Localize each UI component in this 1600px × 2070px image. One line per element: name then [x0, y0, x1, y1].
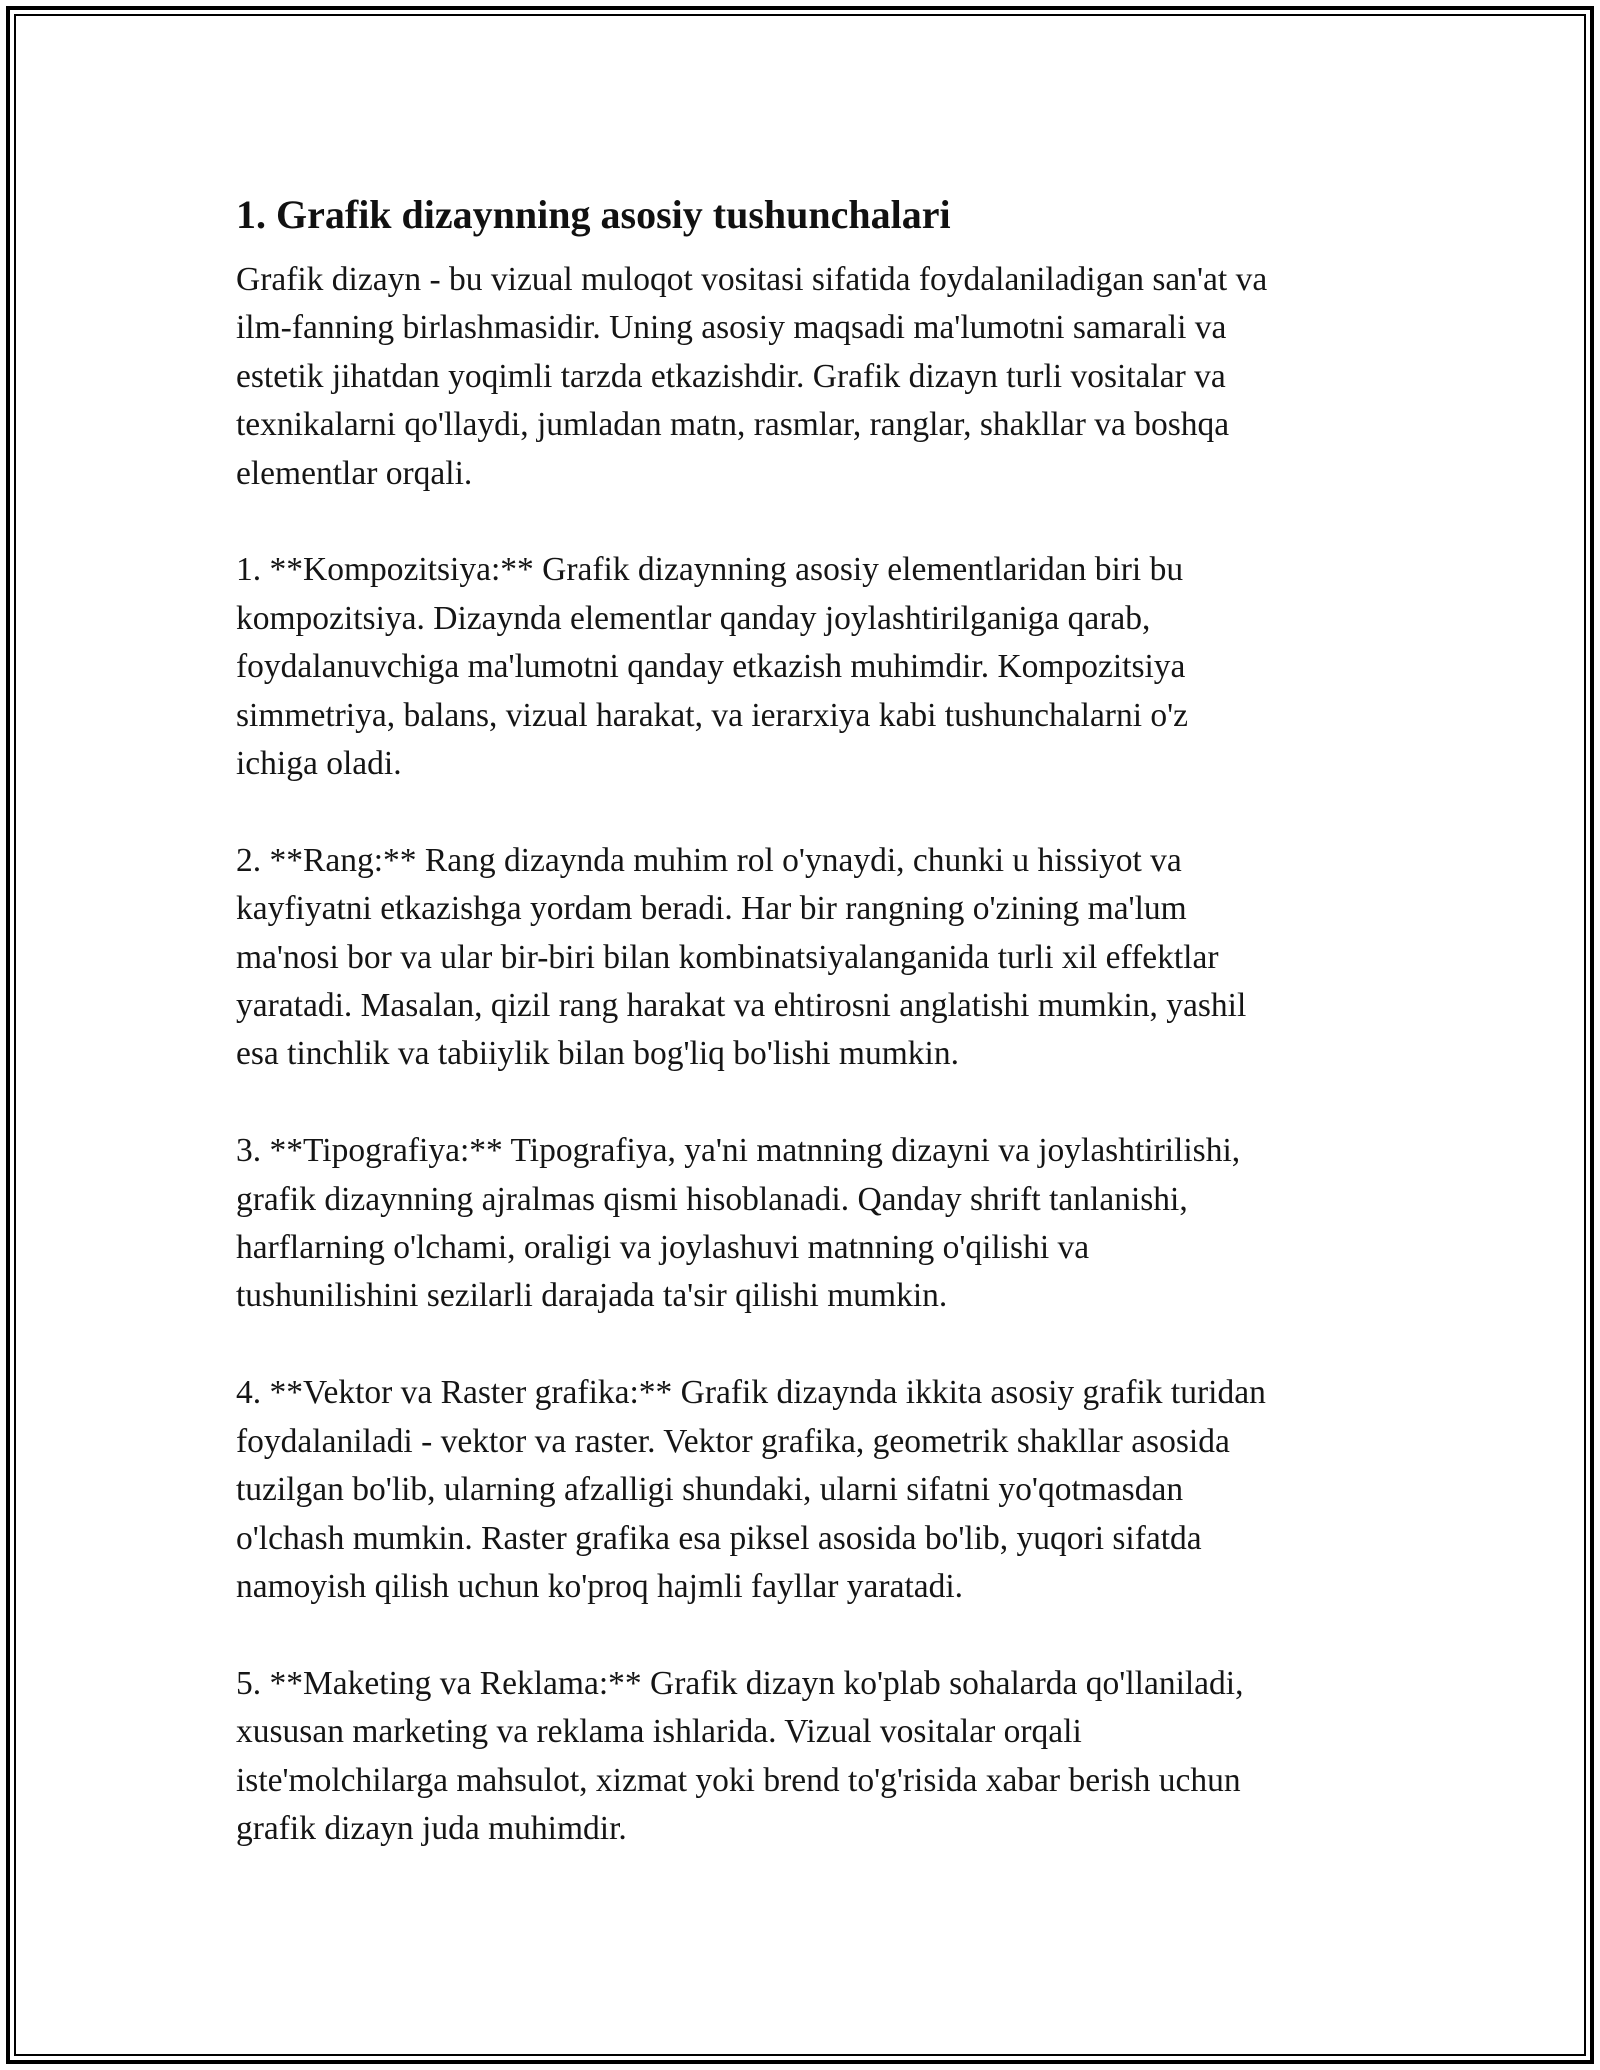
paragraph-kompozitsiya: 1. **Kompozitsiya:** Grafik dizaynning asosiy elementlaridan biri bu kompozitsiya. Dizaynda elementlar qanday joylashtirilganiga qarab, foydalanuvchiga ma'lumotni qanday etkazish muhimdir. Kompozitsiya simmetriya, balans, vizual harakat, va ierarxiya kabi tushunchalarni o'z ichiga oladi. [236, 551, 1189, 783]
paragraph-tipografiya: 3. **Tipografiya:** Tipografiya, ya'ni matnning dizayni va joylashtirilishi, grafik dizaynning ajralmas qismi hisoblanadi. Qanday shrift tanlanishi, harflarning o'lchami, oraligi va joylashuvi matnning o'qilishi va tushunilishini sezilarli darajada ta'sir qilishi mumkin. [236, 1132, 1241, 1315]
paragraph-marketing-reklama: 5. **Maketing va Reklama:** Grafik dizayn ko'plab sohalarda qo'llaniladi, xususan marketing va reklama ishlarida. Vizual vositalar orqali iste'molchilarga mahsulot, xizmat yoki brend to'g'risida xabar berish uchun grafik dizayn juda muhimdir. [236, 1664, 1244, 1847]
document-title: 1. Grafik dizaynning asosiy tushunchalari [236, 192, 951, 237]
paragraph-vektor-raster: 4. **Vektor va Raster grafika:** Grafik dizaynda ikkita asosiy grafik turidan foydalaniladi - vektor va raster. Vektor grafika, geometrik shakllar asosida tuzilgan bo'lib, ularning afzalligi shundaki, ularni sifatni yo'qotmasdan o'lchash mumkin. Raster grafika esa piksel asosida bo'lib, yuqori sifatda namoyish qilish uchun ko'proq hajmli fayllar yaratadi. [236, 1374, 1266, 1605]
intro-paragraph: Grafik dizayn - bu vizual muloqot vositasi sifatida foydalaniladigan san'at va ilm-fanning birlashmasidir. Uning asosiy maqsadi ma'lumotni samarali va estetik jihatdan yoqimli tarzda etkazishdir. Grafik dizayn turli vositalar va texnikalarni qo'llaydi, jumladan matn, rasmlar, ranglar, shakllar va boshqa elementlar orqali. [236, 261, 1268, 492]
paragraph-rang: 2. **Rang:** Rang dizaynda muhim rol o'ynaydi, chunki u hissiyot va kayfiyatni etkazishga yordam beradi. Har bir rangning o'zining ma'lum ma'nosi bor va ular bir-biri bilan kombinatsiyalanganida turli xil effektlar yaratadi. Masalan, qizil rang harakat va ehtirosni anglatishi mumkin, yashil esa tinchlik va tabiiylik bilan bog'liq bo'lishi mumkin. [236, 841, 1247, 1073]
document-body [236, 186, 1386, 1853]
